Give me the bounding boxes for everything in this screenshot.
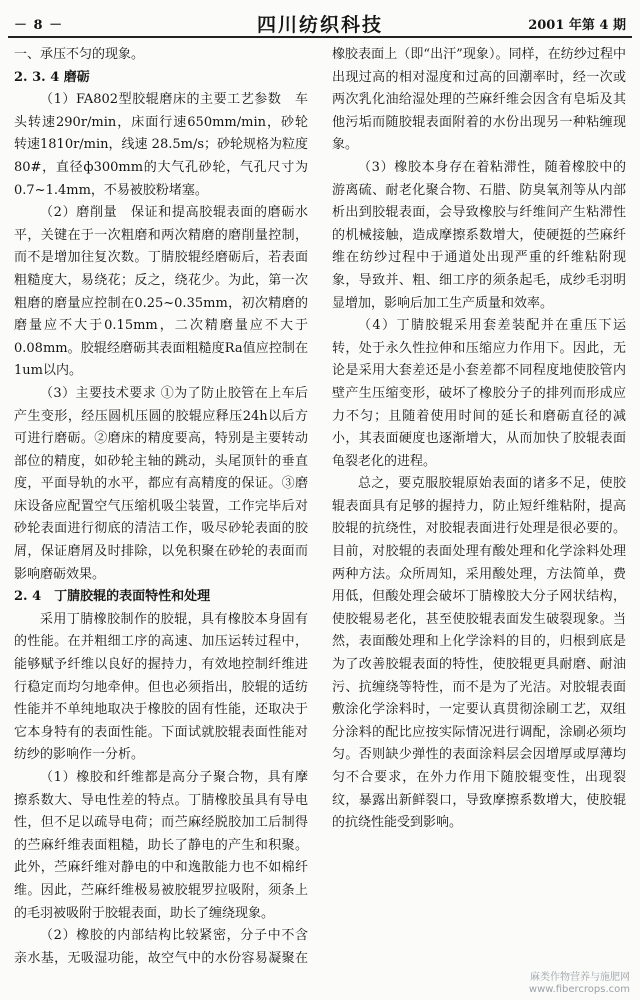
- paragraph: （1）FA802型胶辊磨床的主要工艺参数 车头转速290r/min，床面行速650mm/min，砂轮转速1810r/min，线速 28.5m/s；砂轮规格为粒度80#，直径ф300mm的大气孔砂轮，气孔尺寸为0.7~1.4mm，不易被胶粉堵塞。: [14, 92, 308, 198]
- journal-title: 四川纺织科技: [256, 14, 383, 36]
- paragraph: （3）主要技术要求 ①为了防止胶管在上车后产生变形，经压圆机压圆的胶辊应释压24h以后方可进行磨砺。②磨床的精度要高，特别是主要转动部位的精度，如砂轮主轴的跳动，头尾顶针的垂直度，平面导轨的水平，都应有高精度的保证。③磨床设备应配置空气压缩机吸尘装置，工作完毕后对砂轮表面进行彻底的清洁工作，吸尽砂轮表面的胶屑，保证磨屑及时排除，以免积聚在砂轮的表面而影响磨砺效果。: [14, 385, 308, 582]
- paragraph: 一、承压不匀的现象。: [14, 47, 145, 62]
- article-body: [14, 44, 626, 982]
- section-heading: 2. 3. 4 磨砺: [14, 69, 90, 85]
- paragraph: （4）丁腈胶辊采用套差装配并在重压下运转，处于永久性拉伸和压缩应力作用下。因此，无论是采用大套差还是小套差都不同程度地使胶管内壁产生压缩变形，破坏了橡胶分子的排列而形成应力不匀；且随着使用时间的延长和磨砺直径的减小，其表面硬度也逐渐增大，从而加快了胶辊表面龟裂老化的进程。: [332, 318, 626, 469]
- watermark-url: www.fibercrops.com: [528, 984, 630, 995]
- issue-label: 2001 年第 4 期: [528, 18, 626, 33]
- page-number: － 8 －: [14, 18, 64, 33]
- watermark-line: 麻类作物营养与施肥网: [530, 972, 630, 983]
- section-heading: 2. 4 丁腈胶辊的表面特性和处理: [14, 589, 211, 605]
- paragraph: 总之，要克服胶辊原始表面的诸多不足，使胶辊表面具有足够的握持力，防止短纤维粘附，提高胶辊的抗绕性，对胶辊表面进行处理是很必要的。目前，对胶辊的表面处理有酸处理和化学涂料处理两种方法。众所周知，采用酸处理，方法简单，费用低，但酸处理会破坏丁腈橡胶大分子网状结构，使胶辊易老化，甚至使胶辊表面发生破裂现象。当然，表面酸处理和上化学涂料的目的，归根到底是为了改善胶辊表面的特性，使胶辊更具耐磨、耐油污、抗缠绕等特性，而不是为了光洁。对胶辊表面敷涂化学涂料时，一定要认真贯彻涂刷工艺，双组分涂料的配比应按实际情况进行调配，涂刷必须均匀。否则缺少弹性的表面涂料层会因增厚或厚薄均匀不合要求，在外力作用下随胶辊变性，出现裂纹，暴露出新鲜裂口，导致摩擦系数增大，使胶辊的抗绕性能受到影响。: [332, 476, 626, 831]
- paragraph: （1）橡胶和纤维都是高分子聚合物，具有摩擦系数大、导电性差的特点。丁腈橡胶虽具有导电性，但不足以疏导电荷；而苎麻经脱胶加工后制得的苎麻纤维表面粗糙，助长了静电的产生和积聚。此外，苎麻纤维对静电的中和逸散能力也不如棉纤维。因此，苎麻纤维极易被胶辊罗拉吸附，须条上的毛羽被吸附于胶辊表面，助长了缠绕现象。: [14, 770, 308, 921]
- paragraph: （3）橡胶本身存在着粘滞性，随着橡胶中的游离硫、耐老化聚合物、石腊、防臭氧剂等从内部析出到胶辊表面，会导致橡胶与纤维间产生粘滞性的机械接触，造成摩擦系数增大，使硬挺的苎麻纤维在纺纱过程中于通道处出现严重的纤维粘附现象，导致并、粗、细工序的须条起毛，成纱毛羽明显增加，影响后加工生产质量和效率。: [332, 159, 626, 311]
- paragraph: （2）橡胶的内部结构比较紧密，分子中不含亲水基，无吸湿功能，故空气中的水份容易凝聚在橡胶表面上（即“出汗”现象）。同样，在纺纱过程中出现过高的相对湿度和过高的回潮率时，经一次或两次乳化油给湿处理的苎麻纤维会因含有皂垢及其他污垢而随胶辊表面附着的水份出现另一种粘缠现象。: [14, 47, 626, 966]
- page-header: [8, 6, 632, 38]
- paragraph: （2）磨削量 保证和提高胶辊表面的磨砺水平，关键在于一次粗磨和两次精磨的磨削量控制，而不是增加往复次数。丁腈胶辊经磨砺后，若表面粗糙度大，易绕花；反之，绕花少。为此，第一次粗磨的磨量应控制在0.25~0.35mm，初次精磨的磨量应不大于0.15mm，二次精磨量应不大于0.08mm。胶辊经磨砺其表面粗糙度Ra值应控制在1um以内。: [14, 205, 308, 379]
- paragraph: 采用丁腈橡胶制作的胶辊，具有橡胶本身固有的性能。在并粗细工序的高速、加压运转过程中，能够赋予纤维以良好的握持力，有效地控制纤维进行稳定而均匀地牵伸。但也必须指出，胶辊的适纺性能并不单纯地取决于橡胶的固有性能，还取决于它本身特有的表面性能。下面试就胶辊表面性能对纺纱的影响作一分析。: [14, 611, 308, 763]
- watermark: [529, 972, 630, 996]
